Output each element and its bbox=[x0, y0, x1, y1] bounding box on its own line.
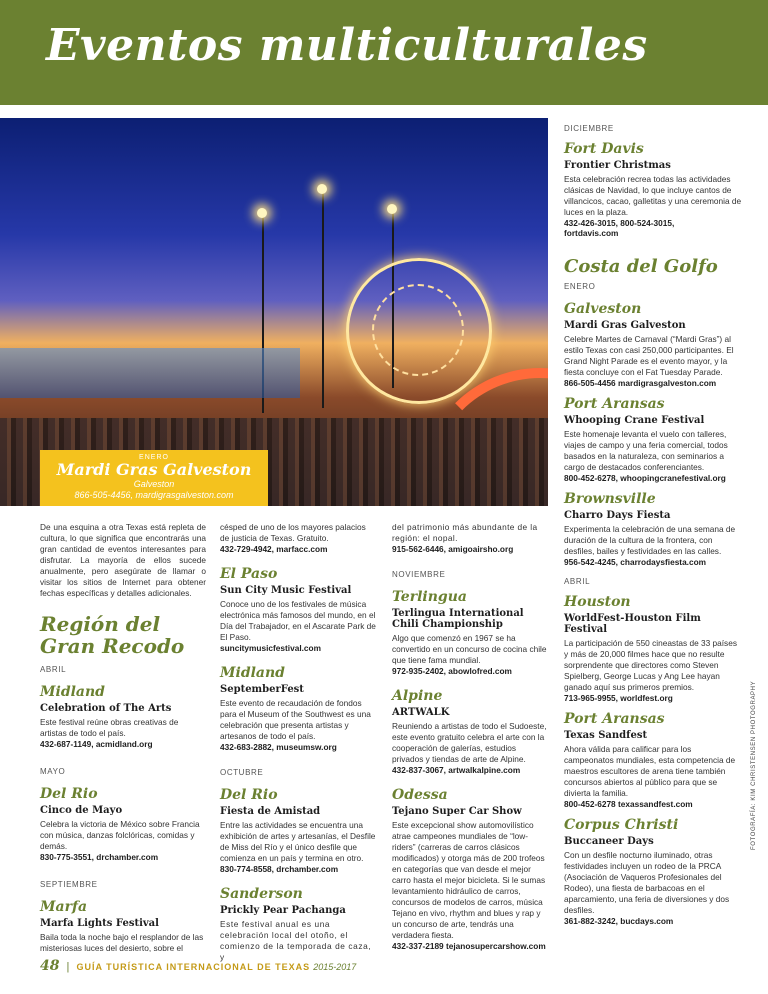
event-contact: 866-505-4456 mardigrasgalveston.com bbox=[564, 378, 717, 388]
event-contact: 972-935-2402, abowlofred.com bbox=[392, 666, 512, 676]
event-title: Mardi Gras Galveston bbox=[564, 320, 686, 331]
city-heading: Alpine bbox=[392, 688, 443, 704]
month-label: NOVIEMBRE bbox=[392, 570, 446, 579]
title-banner bbox=[0, 0, 768, 105]
carnival-photo bbox=[0, 118, 548, 506]
event-contact: 432-683-2882, museumsw.org bbox=[220, 742, 337, 752]
event-description: Ahora válida para calificar para los campeonatos mundiales, esta competencia de maestros escultores de arena tiene también concursos abiertos al público para que se divierta la familia. bbox=[564, 744, 736, 798]
event-description: Este homenaje levanta el vuelo con talleres, viajes de campo y una feria comercial, todos basados en la naturaleza, con seminarios a cargo de destacados conferenciantes. bbox=[564, 429, 728, 472]
event-contact: 432-687-1149, acmidland.org bbox=[40, 739, 153, 749]
event-contact: 361-882-3242, bucdays.com bbox=[564, 916, 674, 926]
event-contact: suncitymusicfestival.com bbox=[220, 643, 321, 653]
event-description: Este excepcional show automovilístico atrae campeones mundiales de “low-riders” (carreras de carros clásicos modificados) y otorga más de 200 trofeos en categorías que van desde el mejor carro hasta el mejor bicicleta. Si le sumas levantamiento hidráulico de carros, concursos de modelos de carros, música Tejano en vivo, rhythm and blues y rap y un concurso de arte, tendrás una verdadera fiesta. bbox=[392, 820, 546, 940]
event-description: Esta celebración recrea todas las actividades clásicas de Navidad, lo que incluye cantos de villancicos, cacao, galletitas y una ceremonia de luces en la plaza. bbox=[564, 174, 742, 217]
street-lamp bbox=[387, 204, 397, 214]
event-title: Whooping Crane Festival bbox=[564, 415, 705, 426]
month-label: OCTUBRE bbox=[220, 768, 264, 777]
photo-credit: FOTOGRAFÍA: KIM CHRISTENSEN PHOTOGRAPHY bbox=[751, 680, 757, 850]
city-heading: Houston bbox=[564, 594, 631, 610]
city-heading: Port Aransas bbox=[564, 711, 665, 727]
page-footer bbox=[40, 958, 356, 974]
event-description: Entre las actividades se encuentra una exhibición de artes y artesanías, el Desfile de Miss del Río y el único desfile que comienza en un país y termina en otro. bbox=[220, 820, 376, 863]
event-contact: 432-837-3067, artwalkalpine.com bbox=[392, 765, 521, 775]
ferris-wheel-inner bbox=[372, 284, 464, 376]
city-heading: Galveston bbox=[564, 301, 642, 317]
event-description: césped de uno de los mayores palacios de justicia de Texas. Gratuito. bbox=[220, 522, 366, 543]
month-label: ABRIL bbox=[564, 577, 591, 586]
city-heading: Brownsville bbox=[564, 491, 656, 507]
event-title: ARTWALK bbox=[392, 707, 450, 718]
event-description: Este festival anual es una celebración local del otoño, el comienzo de la temporada de caza, y bbox=[220, 919, 372, 962]
event-contact: 713-965-9955, worldfest.org bbox=[564, 693, 673, 703]
event-title: Terlingua International Chili Championship bbox=[392, 608, 524, 630]
city-heading: Odessa bbox=[392, 787, 448, 803]
page-title: Eventos multiculturales bbox=[46, 20, 648, 71]
event-description: Con un desfile nocturno iluminado, otras festividades incluyen un rodeo de la PRCA (Asociación de Vaqueros Profesionales del Rodeo), una fiesta de barbacoas en el aparcamiento, una feria de diversiones y dos desfiles. bbox=[564, 850, 730, 915]
right-column-costa bbox=[564, 256, 742, 926]
city-heading: Del Rio bbox=[220, 787, 278, 803]
city-heading: Fort Davis bbox=[564, 141, 644, 157]
event-title: Sun City Music Festival bbox=[220, 585, 352, 596]
event-description: Algo que comenzó en 1967 se ha convertido en un concurso de cocina chile que tiene fama mundial. bbox=[392, 633, 547, 665]
event-contact: 432-337-2189 tejanosupercarshow.com bbox=[392, 941, 546, 951]
event-title: Tejano Super Car Show bbox=[392, 806, 522, 817]
event-contact: 915-562-6446, amigoairsho.org bbox=[392, 544, 514, 554]
event-description: Este festival reúne obras creativas de artistas de todo el país. bbox=[40, 717, 179, 738]
month-label: DICIEMBRE bbox=[564, 124, 614, 133]
city-heading: Midland bbox=[40, 684, 105, 700]
event-title: SeptemberFest bbox=[220, 684, 304, 695]
event-title: Marfa Lights Festival bbox=[40, 918, 159, 929]
region-heading: Costa del Golfo bbox=[564, 256, 718, 277]
photo-caption bbox=[40, 450, 268, 506]
event-description: Celebra la victoria de México sobre Francia con música, danzas folclóricas, comidas y demás. bbox=[40, 819, 200, 851]
event-title: Fiesta de Amistad bbox=[220, 806, 321, 817]
column-2 bbox=[220, 522, 376, 963]
event-title: WorldFest-Houston Film Festival bbox=[564, 613, 701, 635]
event-contact: 432-729-4942, marfacc.com bbox=[220, 544, 328, 554]
event-title: Frontier Christmas bbox=[564, 160, 671, 171]
month-label: ENERO bbox=[564, 282, 596, 291]
event-title: Buccaneer Days bbox=[564, 836, 654, 847]
city-heading: El Paso bbox=[220, 566, 278, 582]
month-label: ABRIL bbox=[40, 665, 67, 674]
event-title: Celebration of The Arts bbox=[40, 703, 172, 714]
event-contact: 800-452-6278 texassandfest.com bbox=[564, 799, 693, 809]
column-1 bbox=[40, 522, 206, 954]
caption-month: ENERO bbox=[139, 454, 169, 461]
caption-city: Galveston bbox=[133, 479, 175, 489]
city-heading: Midland bbox=[220, 665, 285, 681]
sea bbox=[0, 348, 300, 398]
page-number: 48 bbox=[40, 958, 60, 974]
month-label: SEPTIEMBRE bbox=[40, 880, 98, 889]
street-lamp bbox=[317, 184, 327, 194]
city-heading: Del Rio bbox=[40, 786, 98, 802]
event-website[interactable]: fortdavis.com bbox=[564, 228, 619, 238]
region-heading: Región del Gran Recodo bbox=[40, 612, 185, 658]
city-heading: Sanderson bbox=[220, 886, 303, 902]
city-heading: Terlingua bbox=[392, 589, 467, 605]
event-title: Cinco de Mayo bbox=[40, 805, 123, 816]
event-contact: 956-542-4245, charrodaysfiesta.com bbox=[564, 557, 707, 567]
event-contact: 830-774-8558, drchamber.com bbox=[220, 864, 339, 874]
event-title: Texas Sandfest bbox=[564, 730, 648, 741]
event-description: Celebre Martes de Carnaval (“Mardi Gras”) al estilo Texas con casi 250,000 participantes. El Grand Night Parade es el evento mayor, y la fiesta concluye con el Fat Tuesday Parade. bbox=[564, 334, 734, 377]
caption-title: Mardi Gras Galveston bbox=[56, 460, 252, 479]
right-column-top bbox=[564, 124, 742, 238]
lamp-post bbox=[322, 188, 324, 408]
event-description: Baila toda la noche bajo el resplandor de las misteriosas luces del desierto, sobre el bbox=[40, 932, 204, 953]
intro-text: De una esquina a otra Texas está repleta de cultura, lo que significa que encontrarás una gran cantidad de eventos interesantes para disfrutar. La mayoría de ellos sucede anualmente, pero asegúrate de llamar o visitar los sitios de Internet para obtener fechas específicas y detalles adicionales. bbox=[40, 522, 206, 598]
publication-name: GUÍA TURÍSTICA INTERNACIONAL DE TEXAS bbox=[76, 962, 311, 972]
city-heading: Port Aransas bbox=[564, 396, 665, 412]
event-description: Este evento de recaudación de fondos para el Museum of the Southwest es una celebración que presenta artistas y artesanos de todo el país. bbox=[220, 698, 371, 741]
footer-separator: | bbox=[66, 961, 70, 973]
event-description: del patrimonio más abundante de la región: el nopal. bbox=[392, 522, 538, 543]
caption-contact: 866-505-4456, mardigrasgalveston.com bbox=[74, 490, 234, 500]
event-description: Experimenta la celebración de una semana de duración de la cultura de la frontera, con desfiles, bailes y festividades en las calles. bbox=[564, 524, 736, 556]
street-lamp bbox=[257, 208, 267, 218]
event-title: Charro Days Fiesta bbox=[564, 510, 671, 521]
city-heading: Marfa bbox=[40, 899, 88, 915]
event-contact: 800-452-6278, whoopingcranefestival.org bbox=[564, 473, 726, 483]
column-3 bbox=[392, 522, 548, 951]
publication-year: 2015-2017 bbox=[313, 962, 357, 972]
event-description: La participación de 550 cineastas de 33 países y más de 20,000 filmes hace que no resulte sorprendente que directores como Steven Spielberg, George Lucas y Ang Lee hayan ganado aquí sus primeros premios. bbox=[564, 638, 737, 692]
event-title: Prickly Pear Pachanga bbox=[220, 905, 346, 916]
event-contact: 432-426-3015, 800-524-3015, bbox=[564, 218, 675, 228]
month-label: MAYO bbox=[40, 767, 66, 776]
event-description: Conoce uno de los festivales de música electrónica más famosos del mundo, en el Día del Trabajador, en el Ascarate Park de El Paso. bbox=[220, 599, 376, 642]
event-contact: 830-775-3551, drchamber.com bbox=[40, 852, 159, 862]
city-heading: Corpus Christi bbox=[564, 817, 679, 833]
event-description: Reuniendo a artistas de todo el Sudoeste, este evento gratuito celebra el arte con la cooperación de galerías, estudios privados y tiendas de arte de Alpine. bbox=[392, 721, 547, 764]
